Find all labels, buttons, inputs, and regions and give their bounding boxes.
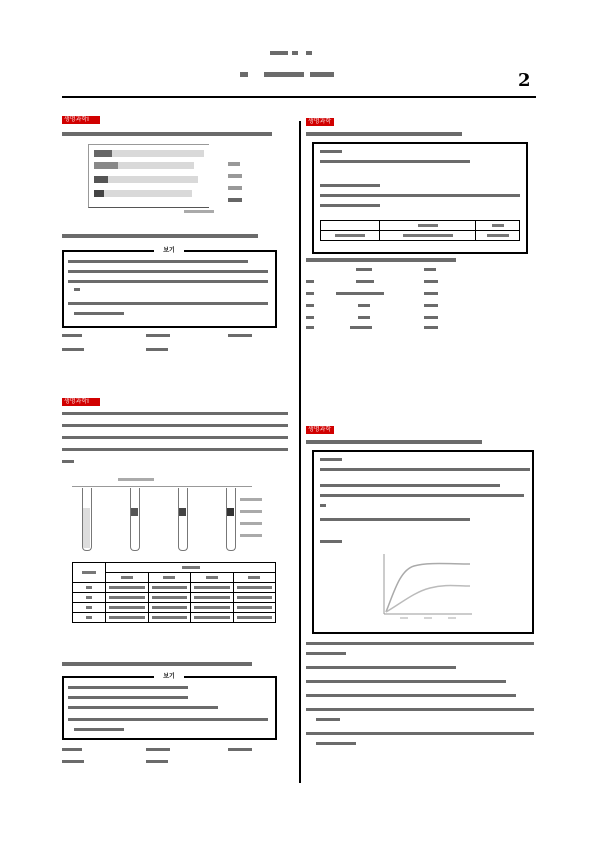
q4-experiment-box [312,450,534,634]
q3-experiment-box [312,142,528,254]
q2-options-box [62,673,277,740]
q3-choices [306,268,466,330]
q2-answers [62,748,282,768]
q1-answers [62,334,282,354]
q1-options-box [62,247,277,328]
question-tag-q1: 생명과학Ⅰ [62,116,100,124]
q2-passage [62,412,288,468]
q4-question-and-options [306,642,536,762]
q2-data-table [72,562,276,623]
header-rule [62,96,536,98]
box-title: 보기 [154,247,184,255]
q2-question [62,662,252,666]
question-tag-q2: 생명과학Ⅰ [62,398,100,406]
question-tag-q4: 생명과학 [306,426,334,434]
q1-figure [88,140,268,220]
header-line2 [240,71,360,79]
box-title: 보기 [154,673,184,681]
q1-prompt [62,132,272,136]
q4-prompt [306,440,482,444]
q1-question [62,234,258,238]
question-tag-q3: 생명과학 [306,118,334,126]
q3-question [306,258,456,262]
q2-test-tube-figure [72,474,272,558]
q4-growth-graph [380,552,476,624]
column-divider [299,121,301,783]
page-number: 2 [518,70,531,91]
q3-prompt [306,132,462,136]
header-line1 [270,50,330,56]
